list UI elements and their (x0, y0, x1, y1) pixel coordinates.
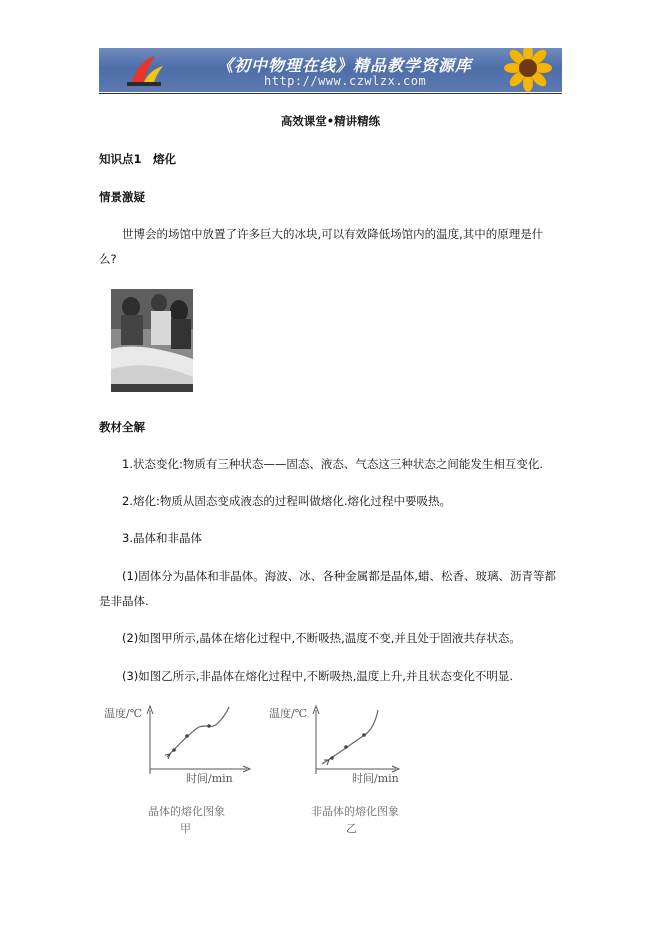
data-point (344, 745, 348, 749)
item-1: 1.状态变化:物质有三种状态——固态、液态、气态这三种状态之间能发生相互变化. (122, 457, 543, 471)
graph-a-xlabel: 时间/min (186, 772, 233, 785)
amorphous-curve (322, 710, 378, 764)
sub-item-2: (2)如图甲所示,晶体在熔化过程中,不断吸热,温度不变,并且处于固液共存状态。 (122, 631, 521, 645)
data-point (207, 724, 211, 728)
header-banner (99, 48, 562, 92)
site-logo-icon (125, 54, 165, 88)
graph-b-ylabel: 温度/℃ (269, 707, 308, 720)
item-3: 3.晶体和非晶体 (122, 531, 202, 545)
data-point (185, 734, 189, 738)
graph-b-xlabel: 时间/min (352, 772, 399, 785)
crystal-curve (167, 707, 229, 757)
sub-item-3: (3)如图乙所示,非晶体在熔化过程中,不断吸热,温度上升,并且状态变化不明显. (122, 669, 514, 683)
data-point (172, 748, 176, 752)
section-title: 高效课堂•精讲精练 (280, 114, 381, 128)
graph-a-tag: 甲 (180, 822, 191, 835)
sub-item-1-line1: (1)固体分为晶体和非晶体。海波、冰、各种金属都是晶体,蜡、松香、玻璃、沥青等都 (122, 569, 556, 583)
scenario-text-line1: 世博会的场馆中放置了许多巨大的冰块,可以有效降低场馆内的温度,其中的原理是什 (122, 227, 544, 241)
graph-b-caption: 非晶体的熔化图象 (311, 805, 399, 818)
textbook-heading: 教材全解 (99, 420, 145, 434)
banner-url[interactable]: http://www.czwlzx.com (264, 74, 427, 88)
knowledge-point-heading: 知识点1 熔化 (99, 152, 177, 166)
sunflower-icon (488, 48, 558, 92)
graph-a-caption: 晶体的熔化图象 (148, 805, 225, 818)
data-point (330, 756, 334, 760)
graph-b-tag: 乙 (346, 822, 357, 835)
item-2: 2.熔化:物质从固态变成液态的过程叫做熔化.熔化过程中要吸热。 (122, 494, 451, 508)
expo-ice-photo (111, 289, 193, 392)
graph-a-ylabel: 温度/℃ (104, 707, 143, 720)
sub-item-1-line2: 是非晶体. (99, 594, 149, 608)
header-rule (99, 93, 562, 94)
banner-title: 《初中物理在线》精品教学资源库 (217, 56, 473, 75)
scenario-heading: 情景激疑 (99, 190, 145, 204)
data-point (362, 733, 366, 737)
scenario-text-line2: 么? (99, 252, 117, 266)
